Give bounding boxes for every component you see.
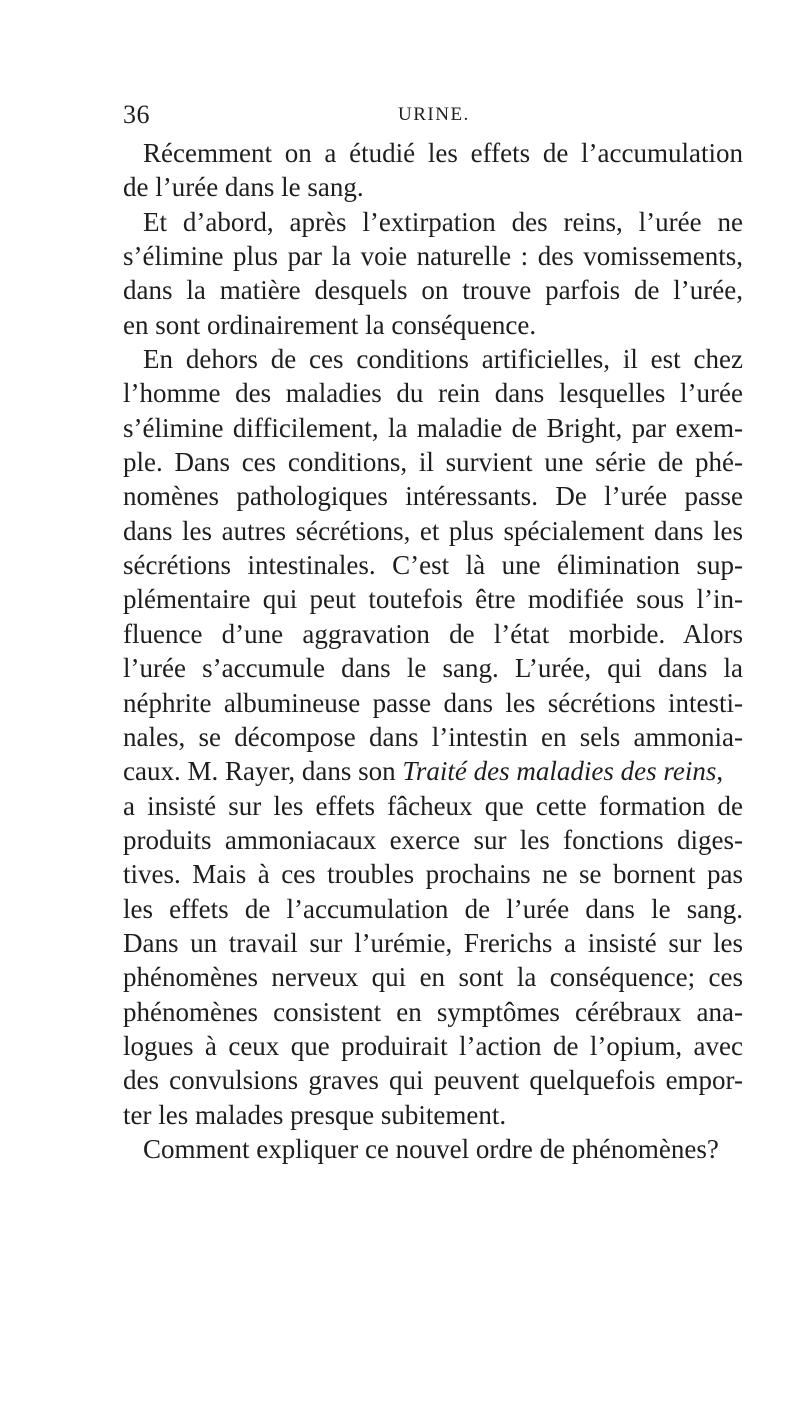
text-line: les effets de l’accumulation de l’urée dans le sang.: [123, 893, 743, 924]
text-line: nales, se décompose dans l’intestin en sels ammonia-: [123, 721, 743, 752]
text-line: nomènes pathologiques intéressants. De l’urée passe: [123, 481, 743, 512]
body-text: [123, 136, 743, 1166]
text-line: fluence d’une aggravation de l’état morbide. Alors: [123, 618, 743, 649]
text-line: a insisté sur les effets fâcheux que cette formation de: [123, 790, 743, 821]
text-line: [123, 754, 743, 788]
text-line: tives. Mais à ces troubles prochains ne se bornent pas: [123, 859, 743, 890]
text-line: ter les malades presque subitement.: [123, 1099, 507, 1130]
text-line: l’homme des maladies du rein dans lesquelles l’urée: [123, 378, 743, 409]
text-line: En dehors de ces conditions artificielles, il est chez: [143, 344, 743, 375]
page-number: 36: [123, 100, 150, 129]
text-line: phénomènes consistent en symptômes cérébraux ana-: [123, 996, 743, 1027]
text-line: néphrite albumineuse passe dans les sécrétions intesti-: [123, 687, 743, 718]
text-line: des convulsions graves qui peuvent quelquefois empor-: [123, 1065, 743, 1096]
text-line: Comment expliquer ce nouvel ordre de phénomènes?: [143, 1133, 719, 1164]
running-head: [123, 100, 743, 134]
text-line: dans la matière desquels on trouve parfois de l’urée,: [123, 275, 743, 306]
text-line: en sont ordinairement la conséquence.: [123, 309, 537, 340]
text-line: Récemment on a étudié les effets de l’accumulation: [143, 138, 743, 168]
text-segment: ,: [716, 756, 724, 787]
running-title: URINE.: [398, 104, 470, 125]
book-title-italic: Traité des maladies des reins: [402, 756, 717, 787]
text-line: phénomènes nerveux qui en sont la conséquence; ces: [123, 962, 743, 993]
text-segment: caux. M. Rayer, dans son: [123, 756, 403, 787]
text-line: produits ammoniacaux exerce sur les fonctions diges-: [123, 824, 743, 855]
text-line: l’urée s’accumule dans le sang. L’urée, qui dans la: [123, 653, 743, 684]
text-line: s’élimine plus par la voie naturelle : des vomissements,: [123, 241, 743, 272]
text-line: sécrétions intestinales. C’est là une élimination sup-: [123, 550, 743, 581]
text-line: plémentaire qui peut toutefois être modifiée sous l’in-: [123, 584, 743, 615]
text-line: de l’urée dans le sang.: [123, 172, 364, 203]
text-line: Dans un travail sur l’urémie, Frerichs a insisté sur les: [123, 927, 743, 958]
text-line: logues à ceux que produirait l’action de l’opium, avec: [123, 1030, 743, 1061]
text-line: ple. Dans ces conditions, il survient une série de phé-: [123, 447, 743, 478]
text-line: s’élimine difficilement, la maladie de Bright, par exem-: [123, 412, 743, 443]
text-line: dans les autres sécrétions, et plus spécialement dans les: [123, 515, 743, 546]
text-line: Et d’abord, après l’extirpation des reins, l’urée ne: [143, 206, 743, 237]
